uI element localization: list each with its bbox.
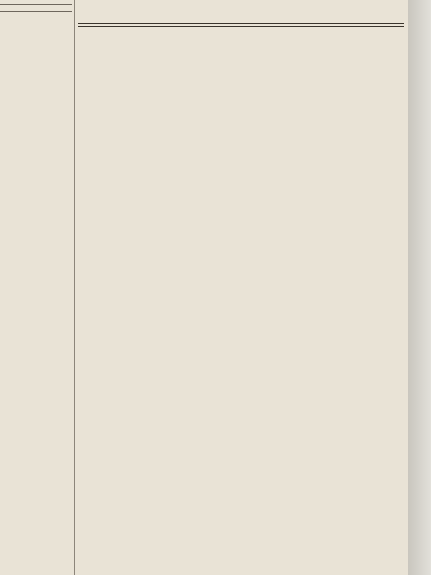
header-rule <box>78 23 404 24</box>
divider <box>0 4 72 5</box>
masthead-header <box>78 8 404 22</box>
header-rule-thin <box>78 26 404 27</box>
background-edge <box>408 0 431 575</box>
article-body <box>80 68 402 69</box>
left-column <box>0 0 75 575</box>
divider <box>0 11 72 12</box>
